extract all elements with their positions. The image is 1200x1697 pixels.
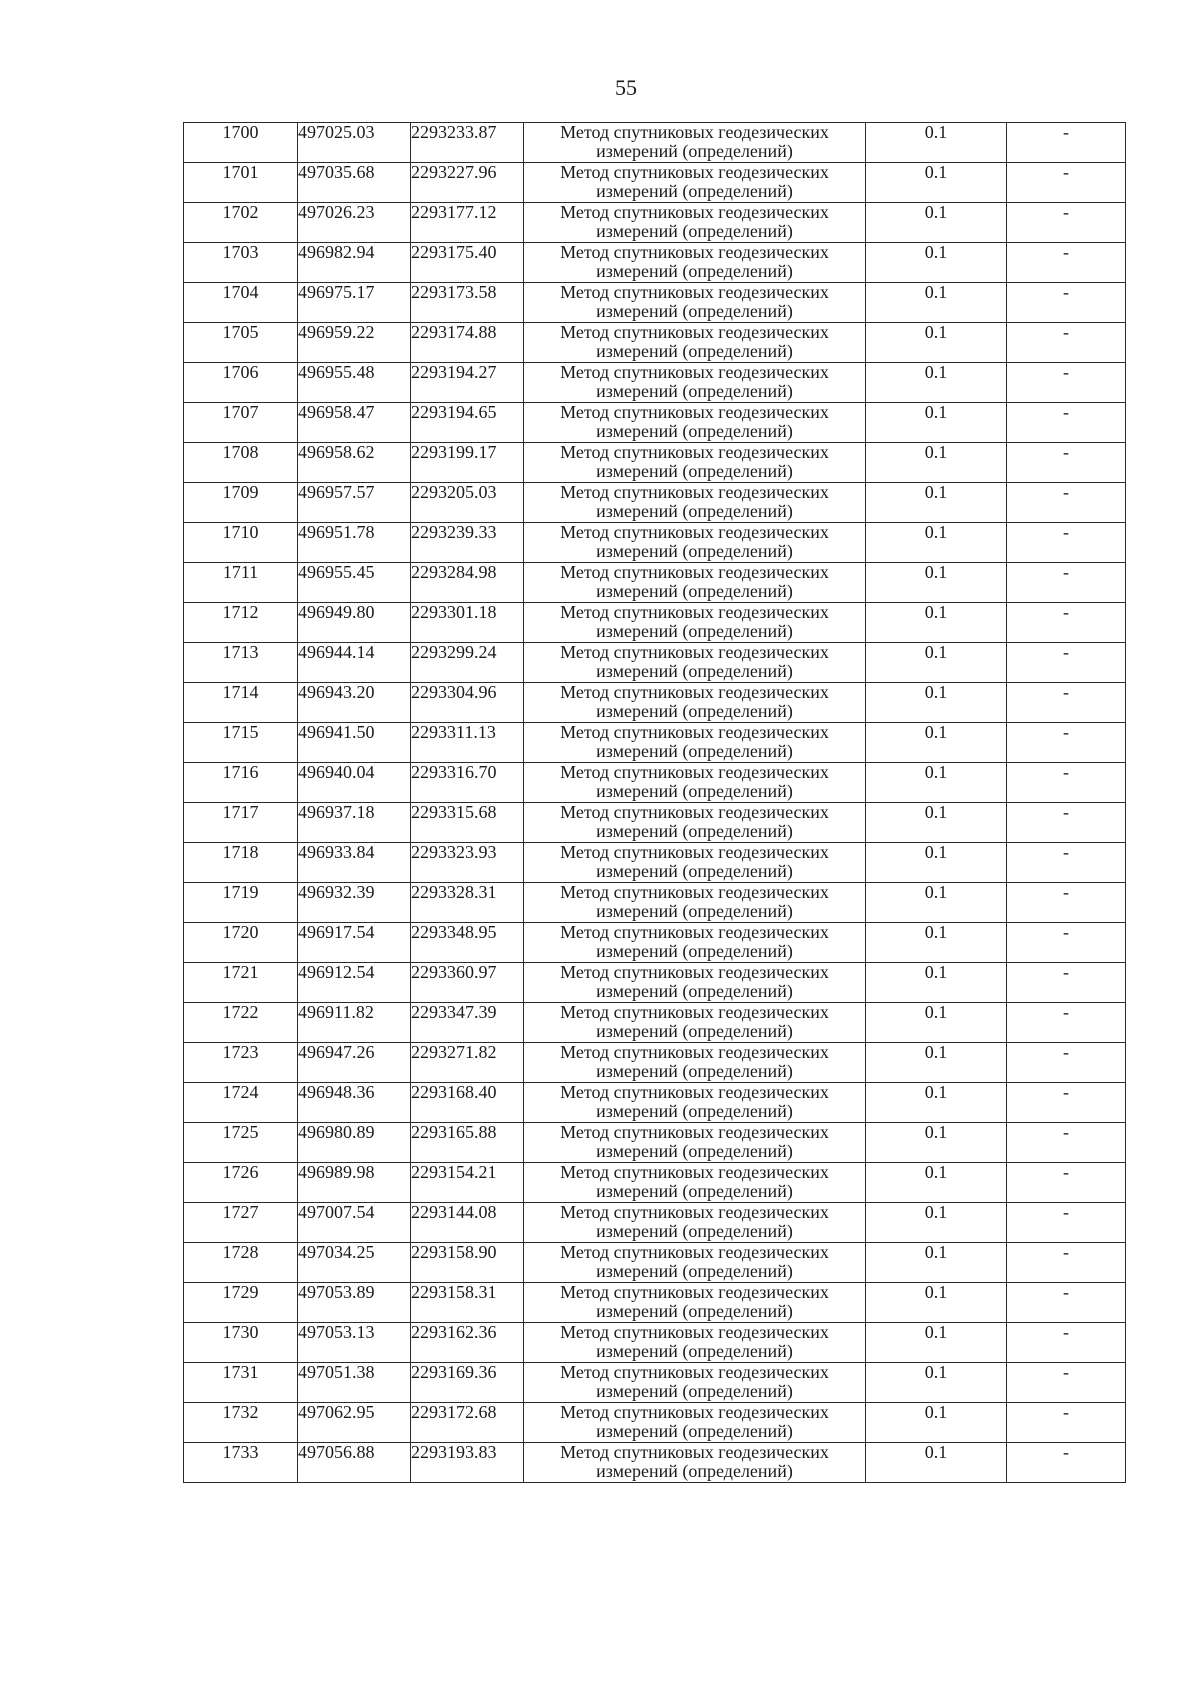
accuracy-cell: 0.1 — [866, 523, 1007, 563]
table-row — [184, 1403, 1126, 1443]
note-cell: - — [1007, 563, 1126, 603]
point-number-cell: 1730 — [184, 1323, 298, 1363]
method-cell: Метод спутниковых геодезических измерений (определений) — [524, 1403, 866, 1443]
accuracy-cell: 0.1 — [866, 1363, 1007, 1403]
note-cell: - — [1007, 403, 1126, 443]
table-row — [184, 1203, 1126, 1243]
table-row — [184, 523, 1126, 563]
point-number-cell: 1710 — [184, 523, 298, 563]
y-coordinate-cell: 2293205.03 — [411, 483, 524, 523]
accuracy-cell: 0.1 — [866, 603, 1007, 643]
point-number-cell: 1719 — [184, 883, 298, 923]
y-coordinate-cell: 2293360.97 — [411, 963, 524, 1003]
table-row — [184, 1283, 1126, 1323]
note-cell: - — [1007, 883, 1126, 923]
point-number-cell: 1711 — [184, 563, 298, 603]
note-cell: - — [1007, 1323, 1126, 1363]
accuracy-cell: 0.1 — [866, 323, 1007, 363]
x-coordinate-cell: 496912.54 — [298, 963, 411, 1003]
x-coordinate-cell: 497007.54 — [298, 1203, 411, 1243]
method-cell: Метод спутниковых геодезических измерений (определений) — [524, 1323, 866, 1363]
accuracy-cell: 0.1 — [866, 563, 1007, 603]
x-coordinate-cell: 496957.57 — [298, 483, 411, 523]
note-cell: - — [1007, 1403, 1126, 1443]
table-row — [184, 723, 1126, 763]
x-coordinate-cell: 497053.89 — [298, 1283, 411, 1323]
table-row — [184, 323, 1126, 363]
accuracy-cell: 0.1 — [866, 1403, 1007, 1443]
table-row — [184, 643, 1126, 683]
y-coordinate-cell: 2293299.24 — [411, 643, 524, 683]
x-coordinate-cell: 497034.25 — [298, 1243, 411, 1283]
y-coordinate-cell: 2293194.27 — [411, 363, 524, 403]
y-coordinate-cell: 2293154.21 — [411, 1163, 524, 1203]
x-coordinate-cell: 496955.45 — [298, 563, 411, 603]
accuracy-cell: 0.1 — [866, 843, 1007, 883]
note-cell: - — [1007, 1163, 1126, 1203]
table-row — [184, 243, 1126, 283]
accuracy-cell: 0.1 — [866, 763, 1007, 803]
y-coordinate-cell: 2293174.88 — [411, 323, 524, 363]
x-coordinate-cell: 496943.20 — [298, 683, 411, 723]
table-row — [184, 203, 1126, 243]
y-coordinate-cell: 2293168.40 — [411, 1083, 524, 1123]
y-coordinate-cell: 2293239.33 — [411, 523, 524, 563]
method-cell: Метод спутниковых геодезических измерений (определений) — [524, 163, 866, 203]
method-cell: Метод спутниковых геодезических измерений (определений) — [524, 563, 866, 603]
table-row — [184, 1003, 1126, 1043]
point-number-cell: 1727 — [184, 1203, 298, 1243]
note-cell: - — [1007, 363, 1126, 403]
x-coordinate-cell: 496911.82 — [298, 1003, 411, 1043]
point-number-cell: 1720 — [184, 923, 298, 963]
table-row — [184, 163, 1126, 203]
point-number-cell: 1709 — [184, 483, 298, 523]
note-cell: - — [1007, 963, 1126, 1003]
method-cell: Метод спутниковых геодезических измерений (определений) — [524, 483, 866, 523]
accuracy-cell: 0.1 — [866, 1323, 1007, 1363]
method-cell: Метод спутниковых геодезических измерений (определений) — [524, 1043, 866, 1083]
method-cell: Метод спутниковых геодезических измерений (определений) — [524, 283, 866, 323]
method-cell: Метод спутниковых геодезических измерений (определений) — [524, 763, 866, 803]
y-coordinate-cell: 2293284.98 — [411, 563, 524, 603]
method-cell: Метод спутниковых геодезических измерений (определений) — [524, 323, 866, 363]
point-number-cell: 1703 — [184, 243, 298, 283]
point-number-cell: 1718 — [184, 843, 298, 883]
method-cell: Метод спутниковых геодезических измерений (определений) — [524, 523, 866, 563]
accuracy-cell: 0.1 — [866, 243, 1007, 283]
x-coordinate-cell: 497053.13 — [298, 1323, 411, 1363]
method-cell: Метод спутниковых геодезических измерений (определений) — [524, 963, 866, 1003]
note-cell: - — [1007, 1203, 1126, 1243]
point-number-cell: 1726 — [184, 1163, 298, 1203]
point-number-cell: 1715 — [184, 723, 298, 763]
note-cell: - — [1007, 283, 1126, 323]
x-coordinate-cell: 496959.22 — [298, 323, 411, 363]
y-coordinate-cell: 2293328.31 — [411, 883, 524, 923]
y-coordinate-cell: 2293172.68 — [411, 1403, 524, 1443]
table-row — [184, 1443, 1126, 1483]
note-cell: - — [1007, 603, 1126, 643]
y-coordinate-cell: 2293233.87 — [411, 123, 524, 163]
point-number-cell: 1721 — [184, 963, 298, 1003]
point-number-cell: 1733 — [184, 1443, 298, 1483]
accuracy-cell: 0.1 — [866, 1083, 1007, 1123]
y-coordinate-cell: 2293165.88 — [411, 1123, 524, 1163]
x-coordinate-cell: 496932.39 — [298, 883, 411, 923]
accuracy-cell: 0.1 — [866, 1003, 1007, 1043]
method-cell: Метод спутниковых геодезических измерений (определений) — [524, 643, 866, 683]
method-cell: Метод спутниковых геодезических измерений (определений) — [524, 1003, 866, 1043]
method-cell: Метод спутниковых геодезических измерений (определений) — [524, 683, 866, 723]
note-cell: - — [1007, 443, 1126, 483]
y-coordinate-cell: 2293158.90 — [411, 1243, 524, 1283]
accuracy-cell: 0.1 — [866, 363, 1007, 403]
point-number-cell: 1717 — [184, 803, 298, 843]
note-cell: - — [1007, 803, 1126, 843]
x-coordinate-cell: 497056.88 — [298, 1443, 411, 1483]
point-number-cell: 1701 — [184, 163, 298, 203]
accuracy-cell: 0.1 — [866, 723, 1007, 763]
accuracy-cell: 0.1 — [866, 923, 1007, 963]
method-cell: Метод спутниковых геодезических измерений (определений) — [524, 803, 866, 843]
y-coordinate-cell: 2293193.83 — [411, 1443, 524, 1483]
x-coordinate-cell: 496941.50 — [298, 723, 411, 763]
table-row — [184, 1123, 1126, 1163]
y-coordinate-cell: 2293323.93 — [411, 843, 524, 883]
note-cell: - — [1007, 1123, 1126, 1163]
y-coordinate-cell: 2293169.36 — [411, 1363, 524, 1403]
point-number-cell: 1712 — [184, 603, 298, 643]
y-coordinate-cell: 2293315.68 — [411, 803, 524, 843]
accuracy-cell: 0.1 — [866, 283, 1007, 323]
point-number-cell: 1722 — [184, 1003, 298, 1043]
table-row — [184, 923, 1126, 963]
accuracy-cell: 0.1 — [866, 683, 1007, 723]
method-cell: Метод спутниковых геодезических измерений (определений) — [524, 1363, 866, 1403]
method-cell: Метод спутниковых геодезических измерений (определений) — [524, 723, 866, 763]
note-cell: - — [1007, 723, 1126, 763]
accuracy-cell: 0.1 — [866, 963, 1007, 1003]
y-coordinate-cell: 2293158.31 — [411, 1283, 524, 1323]
note-cell: - — [1007, 1083, 1126, 1123]
point-number-cell: 1728 — [184, 1243, 298, 1283]
y-coordinate-cell: 2293199.17 — [411, 443, 524, 483]
table-body — [184, 123, 1126, 1483]
note-cell: - — [1007, 323, 1126, 363]
note-cell: - — [1007, 203, 1126, 243]
y-coordinate-cell: 2293227.96 — [411, 163, 524, 203]
table-row — [184, 683, 1126, 723]
x-coordinate-cell: 497035.68 — [298, 163, 411, 203]
note-cell: - — [1007, 123, 1126, 163]
x-coordinate-cell: 496947.26 — [298, 1043, 411, 1083]
x-coordinate-cell: 496933.84 — [298, 843, 411, 883]
x-coordinate-cell: 496989.98 — [298, 1163, 411, 1203]
method-cell: Метод спутниковых геодезических измерений (определений) — [524, 243, 866, 283]
method-cell: Метод спутниковых геодезических измерений (определений) — [524, 203, 866, 243]
x-coordinate-cell: 496955.48 — [298, 363, 411, 403]
note-cell: - — [1007, 1243, 1126, 1283]
point-number-cell: 1702 — [184, 203, 298, 243]
table-row — [184, 1363, 1126, 1403]
method-cell: Метод спутниковых геодезических измерений (определений) — [524, 123, 866, 163]
y-coordinate-cell: 2293304.96 — [411, 683, 524, 723]
x-coordinate-cell: 497025.03 — [298, 123, 411, 163]
table-row — [184, 403, 1126, 443]
x-coordinate-cell: 496980.89 — [298, 1123, 411, 1163]
accuracy-cell: 0.1 — [866, 1203, 1007, 1243]
method-cell: Метод спутниковых геодезических измерений (определений) — [524, 363, 866, 403]
point-number-cell: 1732 — [184, 1403, 298, 1443]
table-row — [184, 1163, 1126, 1203]
table-row — [184, 563, 1126, 603]
x-coordinate-cell: 496958.62 — [298, 443, 411, 483]
x-coordinate-cell: 496982.94 — [298, 243, 411, 283]
table-row — [184, 803, 1126, 843]
table-row — [184, 1243, 1126, 1283]
point-number-cell: 1724 — [184, 1083, 298, 1123]
note-cell: - — [1007, 1003, 1126, 1043]
method-cell: Метод спутниковых геодезических измерений (определений) — [524, 1243, 866, 1283]
point-number-cell: 1723 — [184, 1043, 298, 1083]
accuracy-cell: 0.1 — [866, 123, 1007, 163]
coordinates-table — [183, 122, 1126, 1483]
x-coordinate-cell: 496917.54 — [298, 923, 411, 963]
method-cell: Метод спутниковых геодезических измерений (определений) — [524, 883, 866, 923]
note-cell: - — [1007, 1443, 1126, 1483]
accuracy-cell: 0.1 — [866, 403, 1007, 443]
accuracy-cell: 0.1 — [866, 203, 1007, 243]
y-coordinate-cell: 2293175.40 — [411, 243, 524, 283]
table-row — [184, 1083, 1126, 1123]
accuracy-cell: 0.1 — [866, 803, 1007, 843]
table-row — [184, 843, 1126, 883]
accuracy-cell: 0.1 — [866, 1443, 1007, 1483]
table-row — [184, 1323, 1126, 1363]
accuracy-cell: 0.1 — [866, 1043, 1007, 1083]
page-number: 55 — [615, 75, 637, 100]
method-cell: Метод спутниковых геодезических измерений (определений) — [524, 1163, 866, 1203]
x-coordinate-cell: 496937.18 — [298, 803, 411, 843]
method-cell: Метод спутниковых геодезических измерений (определений) — [524, 1203, 866, 1243]
x-coordinate-cell: 496949.80 — [298, 603, 411, 643]
y-coordinate-cell: 2293271.82 — [411, 1043, 524, 1083]
note-cell: - — [1007, 1283, 1126, 1323]
table-row — [184, 763, 1126, 803]
accuracy-cell: 0.1 — [866, 883, 1007, 923]
accuracy-cell: 0.1 — [866, 483, 1007, 523]
x-coordinate-cell: 497062.95 — [298, 1403, 411, 1443]
table-row — [184, 963, 1126, 1003]
table-row — [184, 883, 1126, 923]
y-coordinate-cell: 2293311.13 — [411, 723, 524, 763]
method-cell: Метод спутниковых геодезических измерений (определений) — [524, 1443, 866, 1483]
note-cell: - — [1007, 923, 1126, 963]
x-coordinate-cell: 496951.78 — [298, 523, 411, 563]
accuracy-cell: 0.1 — [866, 1243, 1007, 1283]
accuracy-cell: 0.1 — [866, 643, 1007, 683]
table-row — [184, 483, 1126, 523]
note-cell: - — [1007, 1363, 1126, 1403]
method-cell: Метод спутниковых геодезических измерений (определений) — [524, 1123, 866, 1163]
point-number-cell: 1729 — [184, 1283, 298, 1323]
note-cell: - — [1007, 763, 1126, 803]
x-coordinate-cell: 497051.38 — [298, 1363, 411, 1403]
method-cell: Метод спутниковых геодезических измерений (определений) — [524, 1283, 866, 1323]
table-row — [184, 443, 1126, 483]
x-coordinate-cell: 496944.14 — [298, 643, 411, 683]
method-cell: Метод спутниковых геодезических измерений (определений) — [524, 603, 866, 643]
y-coordinate-cell: 2293144.08 — [411, 1203, 524, 1243]
y-coordinate-cell: 2293348.95 — [411, 923, 524, 963]
table-row — [184, 603, 1126, 643]
table-row — [184, 123, 1126, 163]
note-cell: - — [1007, 483, 1126, 523]
x-coordinate-cell: 497026.23 — [298, 203, 411, 243]
accuracy-cell: 0.1 — [866, 1123, 1007, 1163]
note-cell: - — [1007, 523, 1126, 563]
x-coordinate-cell: 496948.36 — [298, 1083, 411, 1123]
point-number-cell: 1725 — [184, 1123, 298, 1163]
note-cell: - — [1007, 843, 1126, 883]
x-coordinate-cell: 496958.47 — [298, 403, 411, 443]
method-cell: Метод спутниковых геодезических измерений (определений) — [524, 1083, 866, 1123]
y-coordinate-cell: 2293301.18 — [411, 603, 524, 643]
note-cell: - — [1007, 243, 1126, 283]
point-number-cell: 1707 — [184, 403, 298, 443]
point-number-cell: 1713 — [184, 643, 298, 683]
accuracy-cell: 0.1 — [866, 1283, 1007, 1323]
accuracy-cell: 0.1 — [866, 1163, 1007, 1203]
y-coordinate-cell: 2293177.12 — [411, 203, 524, 243]
point-number-cell: 1714 — [184, 683, 298, 723]
table-row — [184, 283, 1126, 323]
method-cell: Метод спутниковых геодезических измерений (определений) — [524, 843, 866, 883]
y-coordinate-cell: 2293347.39 — [411, 1003, 524, 1043]
table-row — [184, 1043, 1126, 1083]
y-coordinate-cell: 2293162.36 — [411, 1323, 524, 1363]
point-number-cell: 1708 — [184, 443, 298, 483]
method-cell: Метод спутниковых геодезических измерений (определений) — [524, 923, 866, 963]
method-cell: Метод спутниковых геодезических измерений (определений) — [524, 443, 866, 483]
point-number-cell: 1704 — [184, 283, 298, 323]
point-number-cell: 1716 — [184, 763, 298, 803]
accuracy-cell: 0.1 — [866, 443, 1007, 483]
y-coordinate-cell: 2293316.70 — [411, 763, 524, 803]
accuracy-cell: 0.1 — [866, 163, 1007, 203]
point-number-cell: 1706 — [184, 363, 298, 403]
y-coordinate-cell: 2293173.58 — [411, 283, 524, 323]
point-number-cell: 1705 — [184, 323, 298, 363]
y-coordinate-cell: 2293194.65 — [411, 403, 524, 443]
x-coordinate-cell: 496975.17 — [298, 283, 411, 323]
note-cell: - — [1007, 1043, 1126, 1083]
point-number-cell: 1731 — [184, 1363, 298, 1403]
method-cell: Метод спутниковых геодезических измерений (определений) — [524, 403, 866, 443]
note-cell: - — [1007, 163, 1126, 203]
x-coordinate-cell: 496940.04 — [298, 763, 411, 803]
point-number-cell: 1700 — [184, 123, 298, 163]
table-row — [184, 363, 1126, 403]
note-cell: - — [1007, 683, 1126, 723]
note-cell: - — [1007, 643, 1126, 683]
